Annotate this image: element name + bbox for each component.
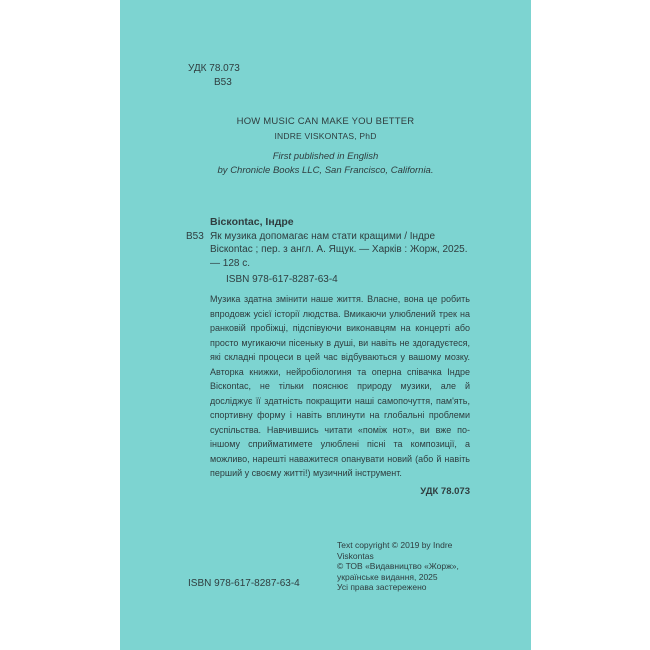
udk-bottom: УДК 78.073	[420, 486, 470, 497]
copyright-block	[337, 540, 487, 593]
publication-note	[120, 150, 531, 178]
copyright-line-1: Text copyright © 2019 by Indre Viskontas	[337, 540, 453, 561]
original-title-block	[120, 115, 531, 143]
udk-top: УДК 78.073	[188, 63, 240, 74]
abstract-text: Музика здатна змінити наше життя. Власне, вона це робить впродовж усієї історії людства. Вмикаючи улюблений трек на ранковій пробіжці, підспівуючи виконавцям на концерті або просто мугикаючи пісеньку в душі, ви навіть не здогадуєтеся, які складні процеси в цей час відбуваються у вашому мозку. Авторка книжки, нейробіологиня та оперна співачка Індре Віскontас, не тільки пояснює природу музики, але й досліджує її здатність покращити наші самопочуття, пам'ять, спортивну форму і навіть вплинути на глобальні проблеми суспільства. Навчившись читати «поміж нот», ви вже по-іншому сприйматимете улюблені пісні та композиції, а можливо, нарешті наважитеся опанувати новий (або й навіть перший у своєму житті!) музичний інструмент.	[210, 294, 470, 478]
publication-line-1: First published in English	[272, 151, 379, 162]
isbn-bottom: ISBN 978-617-8287-63-4	[188, 578, 300, 589]
catalog-record	[186, 216, 476, 287]
catalog-code: В53	[186, 230, 204, 242]
copyright-line-3: Усі права застережено	[337, 582, 427, 592]
catalog-code-top: В53	[214, 77, 232, 88]
udk-top-block	[188, 62, 240, 90]
catalog-description: Як музика допомагає нам стати кращими / Індре Віскontас ; пер. з англ. А. Ящук. — Харків : Жорж, 2025. — 128 с.	[210, 230, 468, 269]
original-author: INDRE VISKONTAS, PhD	[274, 131, 377, 141]
catalog-heading: Віскontас, Індре	[210, 216, 294, 228]
catalog-isbn: ISBN 978-617-8287-63-4	[226, 274, 338, 285]
publication-line-2: by Chronicle Books LLC, San Francisco, California.	[217, 165, 434, 176]
original-title: HOW MUSIC CAN MAKE YOU BETTER	[236, 116, 415, 127]
copyright-line-2: © ТОВ «Видавництво «Жорж», українське видання, 2025	[337, 561, 459, 582]
book-page	[120, 0, 531, 650]
